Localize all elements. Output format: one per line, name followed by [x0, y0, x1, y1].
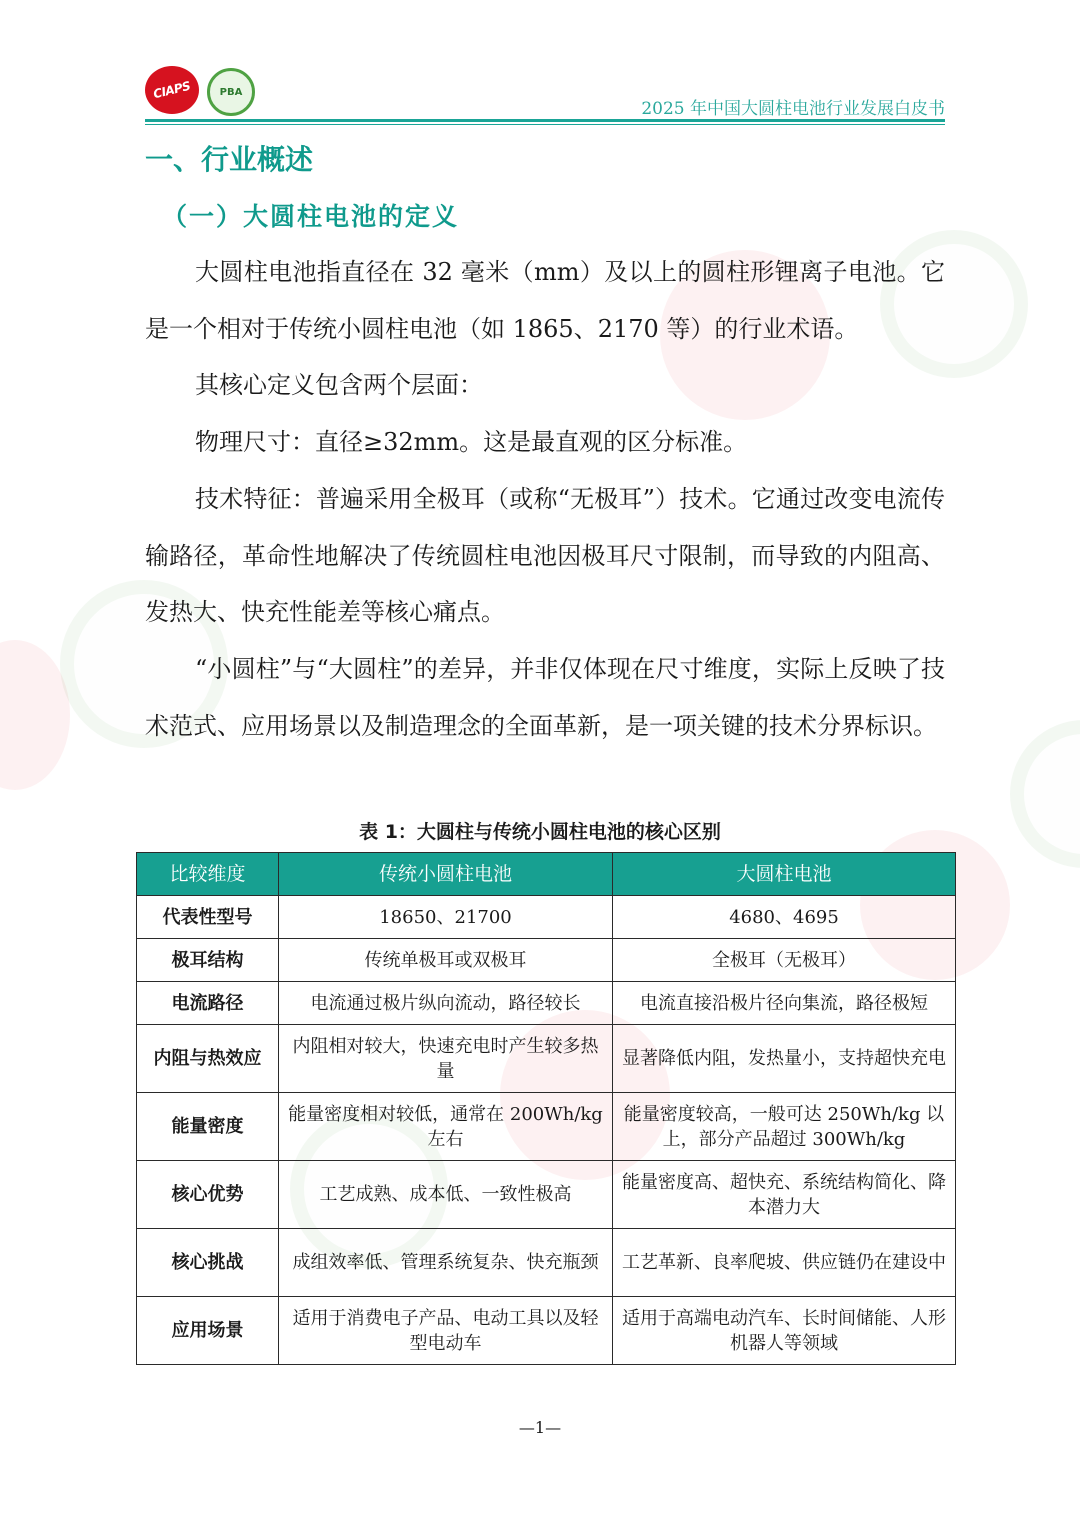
cell-small: 电流通过极片纵向流动，路径较长: [279, 982, 613, 1025]
table-row: [137, 896, 956, 939]
cell-large: 电流直接沿极片径向集流，路径极短: [613, 982, 956, 1025]
comparison-table: [136, 852, 956, 1365]
cell-large: 4680、4695: [613, 896, 956, 939]
page-number: —1—: [518, 1418, 562, 1437]
table-row: [137, 1093, 956, 1161]
row-dimension: 核心优势: [137, 1161, 279, 1229]
table-header-row: [137, 853, 956, 896]
cell-small: 传统单极耳或双极耳: [279, 939, 613, 982]
cell-large: 显著降低内阻，发热量小，支持超快充电: [613, 1025, 956, 1093]
cell-large: 适用于高端电动汽车、长时间储能、人形机器人等领域: [613, 1297, 956, 1365]
header-rule-thick: [145, 119, 945, 122]
page-header: [145, 66, 945, 122]
paragraph-tech-feature: 技术特征：普遍采用全极耳（或称“无极耳”）技术。它通过改变电流传输路径，革命性地解决了传统圆柱电池因极耳尺寸限制，而导致的内阻高、发热大、快充性能差等核心痛点。: [145, 485, 945, 627]
cell-large: 能量密度高、超快充、系统结构简化、降本潜力大: [613, 1161, 956, 1229]
paragraph-core-intro: 其核心定义包含两个层面：: [195, 371, 483, 399]
pba-logo-text: PBA: [219, 86, 243, 98]
paragraph-difference: “小圆柱”与“大圆柱”的差异，并非仅体现在尺寸维度，实际上反映了技术范式、应用场景以及制造理念的全面革新，是一项关键的技术分界标识。: [145, 655, 945, 740]
row-dimension: 极耳结构: [137, 939, 279, 982]
cell-large: 全极耳（无极耳）: [613, 939, 956, 982]
watermark-ciaps-logo: [0, 640, 70, 790]
table-row: [137, 982, 956, 1025]
cell-small: 能量密度相对较低，通常在 200Wh/kg 左右: [279, 1093, 613, 1161]
table-caption: 表 1：大圆柱与传统小圆柱电池的核心区别: [359, 821, 721, 843]
row-dimension: 内阻与热效应: [137, 1025, 279, 1093]
pba-logo: [207, 68, 255, 116]
ciaps-logo-text: CIAPS: [152, 78, 192, 102]
header-dimension: 比较维度: [137, 853, 279, 896]
subsection-title: （一）大圆柱电池的定义: [162, 202, 460, 231]
paragraph-definition: 大圆柱电池指直径在 32 毫米（mm）及以上的圆柱形锂离子电池。它是一个相对于传统小圆柱电池（如 1865、2170 等）的行业术语。: [145, 258, 945, 343]
table-row: [137, 1025, 956, 1093]
table-row: [137, 939, 956, 982]
row-dimension: 电流路径: [137, 982, 279, 1025]
table-row: [137, 1229, 956, 1297]
cell-large: 能量密度较高，一般可达 250Wh/kg 以上，部分产品超过 300Wh/kg: [613, 1093, 956, 1161]
table-row: [137, 1161, 956, 1229]
row-dimension: 核心挑战: [137, 1229, 279, 1297]
row-dimension: 应用场景: [137, 1297, 279, 1365]
cell-small: 适用于消费电子产品、电动工具以及轻型电动车: [279, 1297, 613, 1365]
header-rule-thin: [145, 124, 945, 125]
cell-small: 工艺成熟、成本低、一致性极高: [279, 1161, 613, 1229]
header-small-cylinder: 传统小圆柱电池: [279, 853, 613, 896]
ciaps-logo: [145, 66, 199, 114]
table-row: [137, 1297, 956, 1365]
cell-small: 成组效率低、管理系统复杂、快充瓶颈: [279, 1229, 613, 1297]
cell-small: 内阻相对较大，快速充电时产生较多热量: [279, 1025, 613, 1093]
row-dimension: 能量密度: [137, 1093, 279, 1161]
watermark-pba-logo: [1010, 720, 1080, 868]
section-title: 一、行业概述: [145, 143, 314, 176]
cell-large: 工艺革新、良率爬坡、供应链仍在建设中: [613, 1229, 956, 1297]
header-large-cylinder: 大圆柱电池: [613, 853, 956, 896]
cell-small: 18650、21700: [279, 896, 613, 939]
row-dimension: 代表性型号: [137, 896, 279, 939]
paragraph-physical-size: 物理尺寸：直径≥32mm。这是最直观的区分标准。: [195, 428, 748, 456]
running-title: 2025 年中国大圆柱电池行业发展白皮书: [641, 99, 945, 119]
